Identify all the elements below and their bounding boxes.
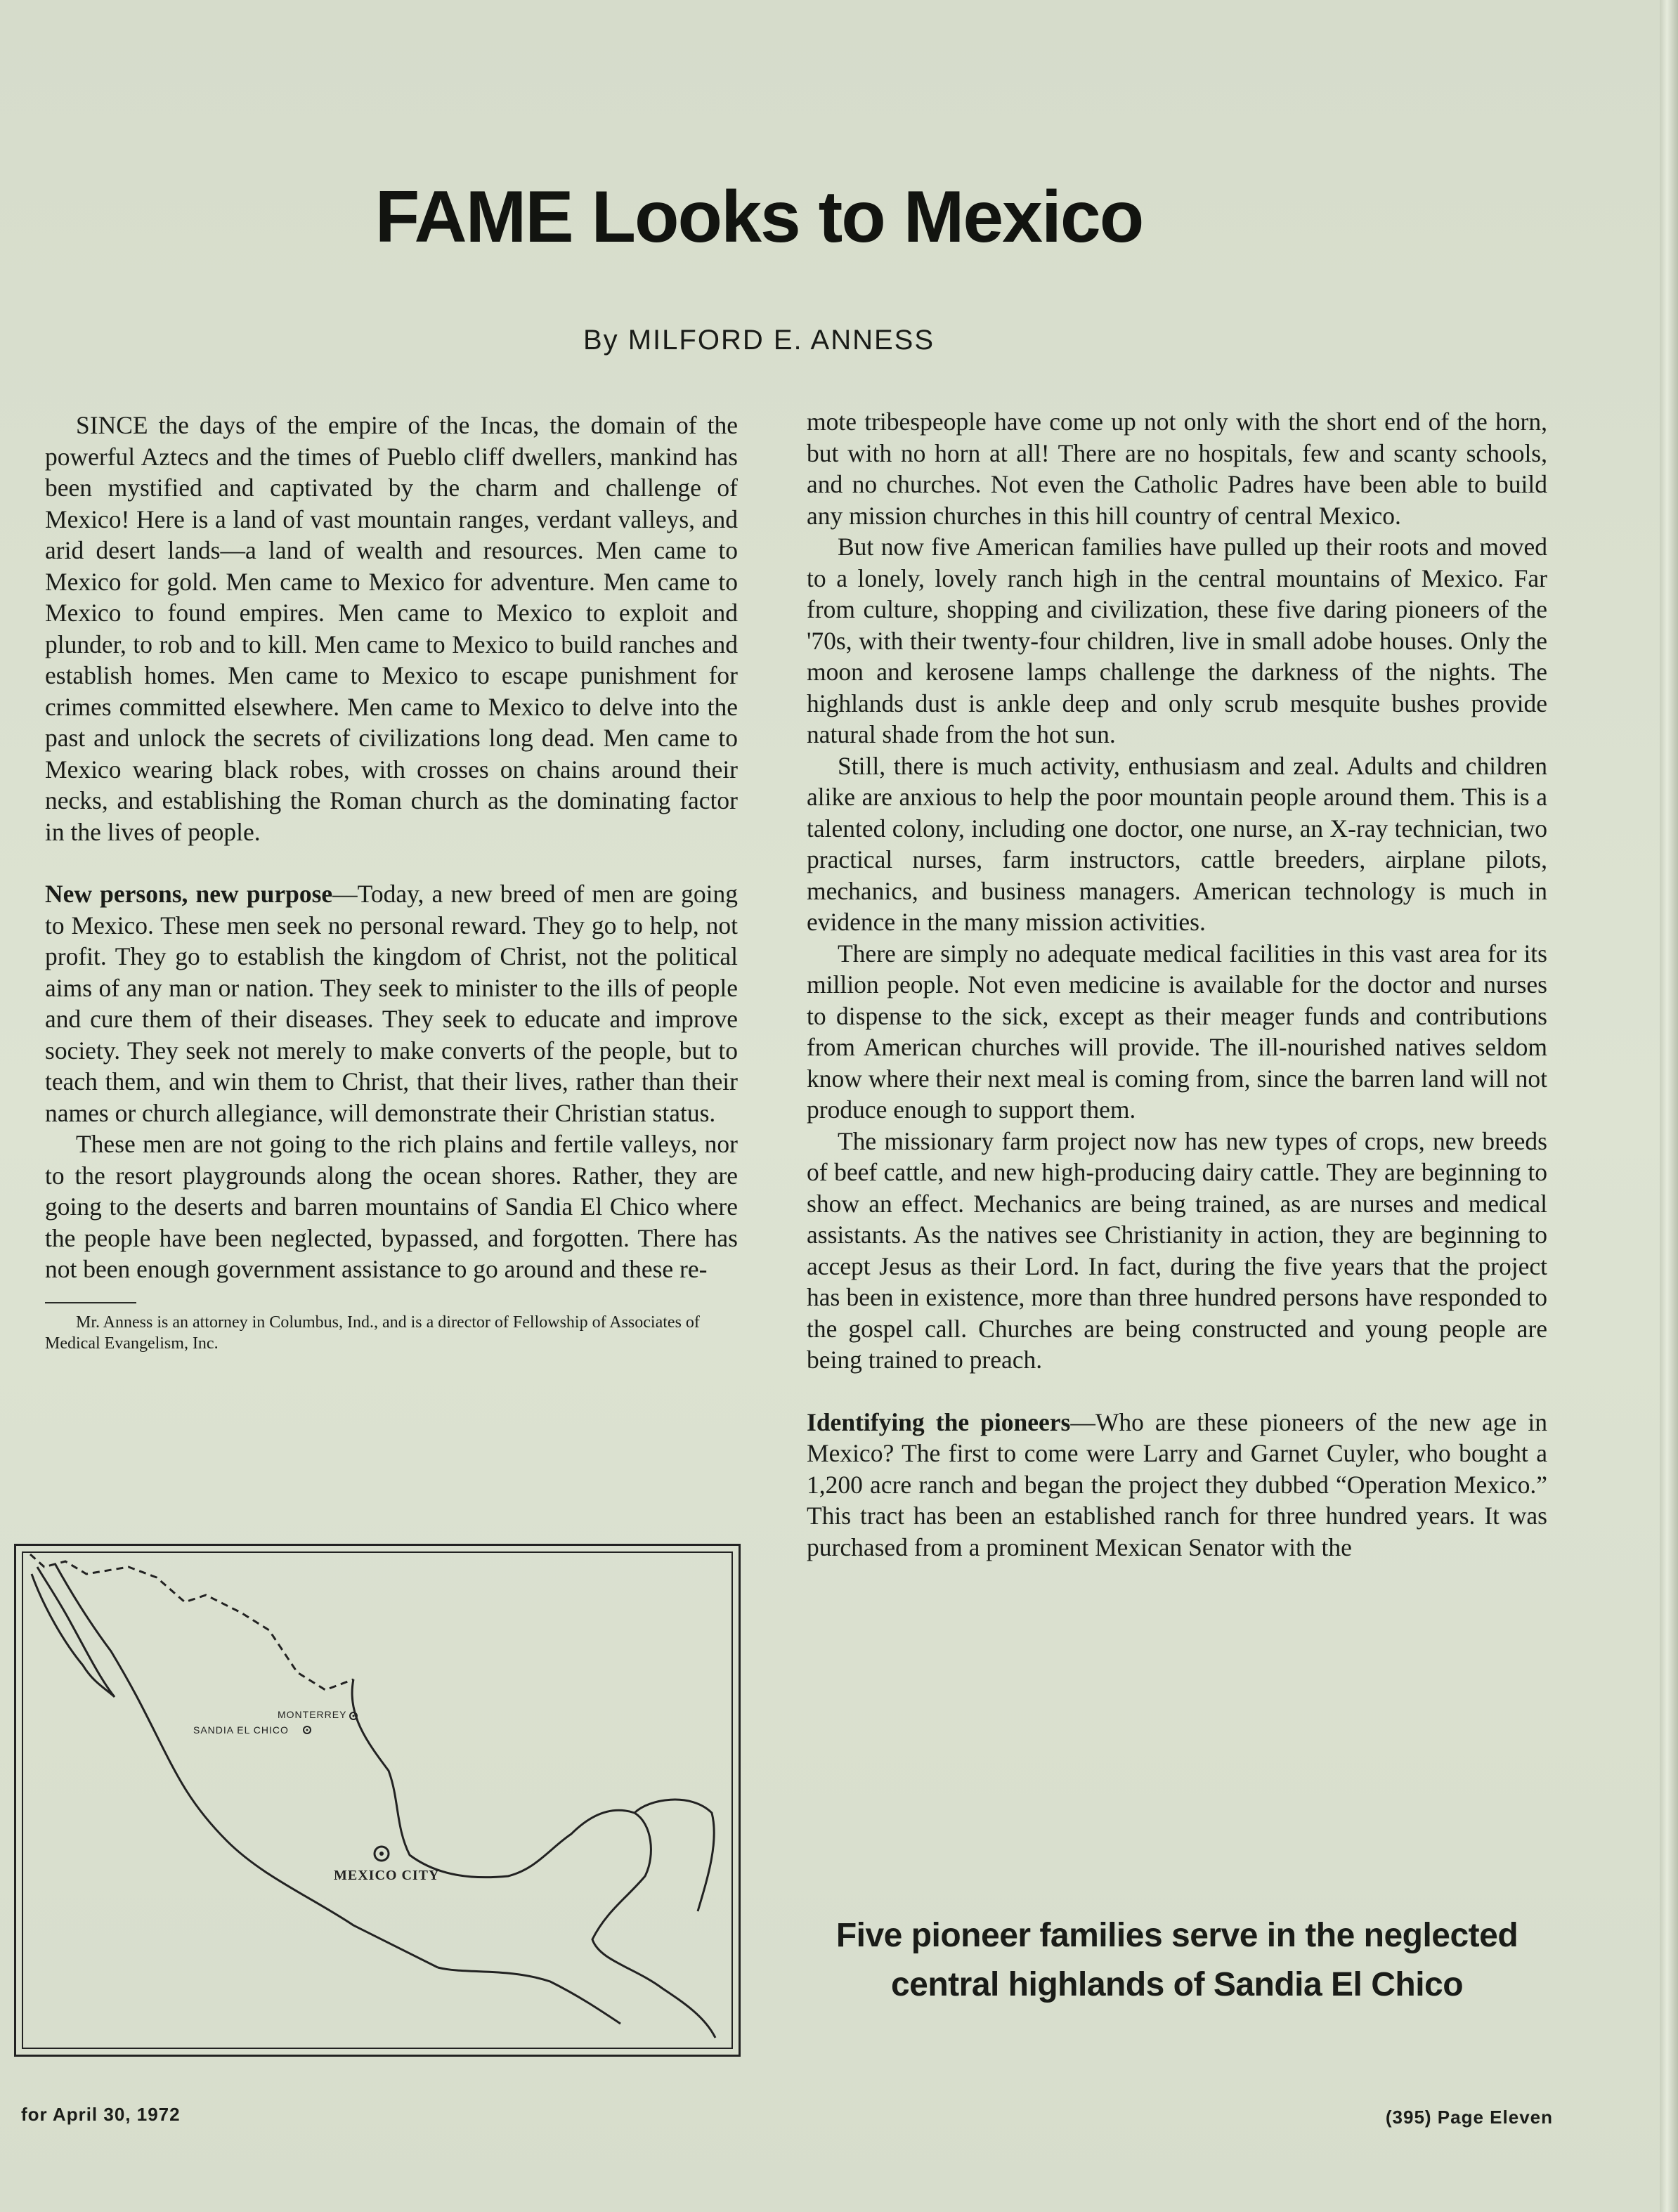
section-heading: New persons, new purpose xyxy=(45,880,333,908)
pull-quote xyxy=(807,1911,1547,2010)
article-title: FAME Looks to Mexico xyxy=(375,176,1143,258)
section-text: —Today, a new breed of men are going to Mexico. These men seek no personal reward. They go to help, not profit. They go to establish the kingdom of Christ, not the political aims of any man or nation. They seek to minister to the ills of people and cure them of their diseases. They seek to educate and improve society. They seek not merely to make converts of the people, but to teach them, and win them to Christ, that their lives, rather than their names or church allegiance, will demonstrate their Christian status. xyxy=(45,880,738,1127)
paragraph: The missionary farm project now has new types of crops, new breeds of beef cattle, and new high-producing dairy cattle. They are beginning to show an effect. Mechanics are being trained, as are nurses and medical assistants. As the natives see Christianity in action, they are beginning to accept Jesus as their Lord. In fact, during the five years that the project has been in existence, more than three hundred persons have responded to the gospel call. Churches are being constructed and young people are being trained to preach. xyxy=(807,1126,1547,1374)
map-label-mexico-city: MEXICO CITY xyxy=(334,1868,440,1883)
page-edge-shadow xyxy=(1660,0,1678,2212)
footer-page-number: (395) Page Eleven xyxy=(1385,2107,1553,2128)
section-paragraph xyxy=(45,878,738,1128)
footer-date: for April 30, 1972 xyxy=(21,2104,181,2125)
pull-quote-line-1: Five pioneer families serve in the neglected xyxy=(835,1917,1518,1954)
author-footnote: Mr. Anness is an attorney in Columbus, Ind., and is a director of Fellowship of Associates of Medical Evangelism, Inc. xyxy=(45,1313,700,1353)
left-column xyxy=(45,410,738,1354)
map-outline-graphic xyxy=(16,1546,743,2059)
footnote-rule xyxy=(45,1302,136,1303)
paragraph: mote tribespeople have come up not only with the short end of the horn, but with no horn at all! There are no hospitals, few and scanty schools, and no churches. Not even the Catholic Padres have been able to build any mission churches in this hill country of central Mexico. xyxy=(807,408,1547,530)
paragraph: But now five American families have pulled up their roots and moved to a lonely, lovely ranch high in the central mountains of Mexico. Far from culture, shopping and civilization, these five daring pioneers of the '70s, with their twenty-four children, live in small adobe houses. Only the moon and kerosene lamps challenge the darkness of the nights. The highlands dust is ankle deep and only scrub mesquite bushes provide natural shade from the hot sun. xyxy=(807,533,1547,748)
right-column xyxy=(807,406,1547,1563)
paragraph: There are simply no adequate medical facilities in this vast area for its million people. Not even medicine is available for the doctor and nurses to dispense to the sick, except as their meager funds and contributions from American churches will provide. The ill-nourished natives seldom know where their next meal is coming from, since the barren land will not produce enough to support them. xyxy=(807,939,1547,1124)
section-paragraph xyxy=(807,1407,1547,1563)
paragraph: These men are not going to the rich plains and fertile valleys, nor to the resort playgrounds along the ocean shores. Rather, they are going to the deserts and barren mountains of Sandia El Chico where the people have been neglected, bypassed, and forgotten. There has not been enough government assistance to go around and these re- xyxy=(45,1130,738,1283)
map-label-sandia: SANDIA EL CHICO xyxy=(193,1724,289,1736)
mexico-map xyxy=(14,1544,741,2057)
article-byline: By MILFORD E. ANNESS xyxy=(583,325,935,356)
paragraph: SINCE the days of the empire of the Incas, the domain of the powerful Aztecs and the times of Pueblo cliff dwellers, mankind has been mystified and captivated by the charm and challenge of Mexico! Here is a land of vast mountain ranges, verdant valleys, and arid desert lands—a land of wealth and resources. Men came to Mexico for gold. Men came to Mexico for adventure. Men came to Mexico to found empires. Men came to Mexico to exploit and plunder, to rob and to kill. Men came to Mexico to build ranches and establish homes. Men came to Mexico to escape punishment for crimes committed elsewhere. Men came to Mexico to delve into the past and unlock the secrets of civilizations long dead. Men came to Mexico wearing black robes, with crosses on chains around their necks, and establishing the Roman church as the dominating factor in the lives of people. xyxy=(45,411,738,846)
section-text: —Who are these pioneers of the new age in Mexico? The first to come were Larry and Garnet Cuyler, who bought a 1,200 acre ranch and began the project they dubbed “Operation Mexico.” This tract has been an established ranch for three hundred years. It was purchased from a prominent Mexican Senator with the xyxy=(807,1407,1547,1561)
pull-quote-line-2: central highlands of Sandia El Chico xyxy=(890,1966,1464,2003)
paragraph: Still, there is much activity, enthusiasm and zeal. Adults and children alike are anxious to help the poor mountain people around them. This is a talented colony, including one doctor, one nurse, an X-ray technician, two practical nurses, farm instructors, cattle breeders, airplane pilots, mechanics, and business managers. American technology is much in evidence in the many mission activities. xyxy=(807,751,1547,936)
section-heading: Identifying the pioneers xyxy=(807,1407,1071,1436)
map-label-monterrey: MONTERREY xyxy=(278,1709,347,1720)
